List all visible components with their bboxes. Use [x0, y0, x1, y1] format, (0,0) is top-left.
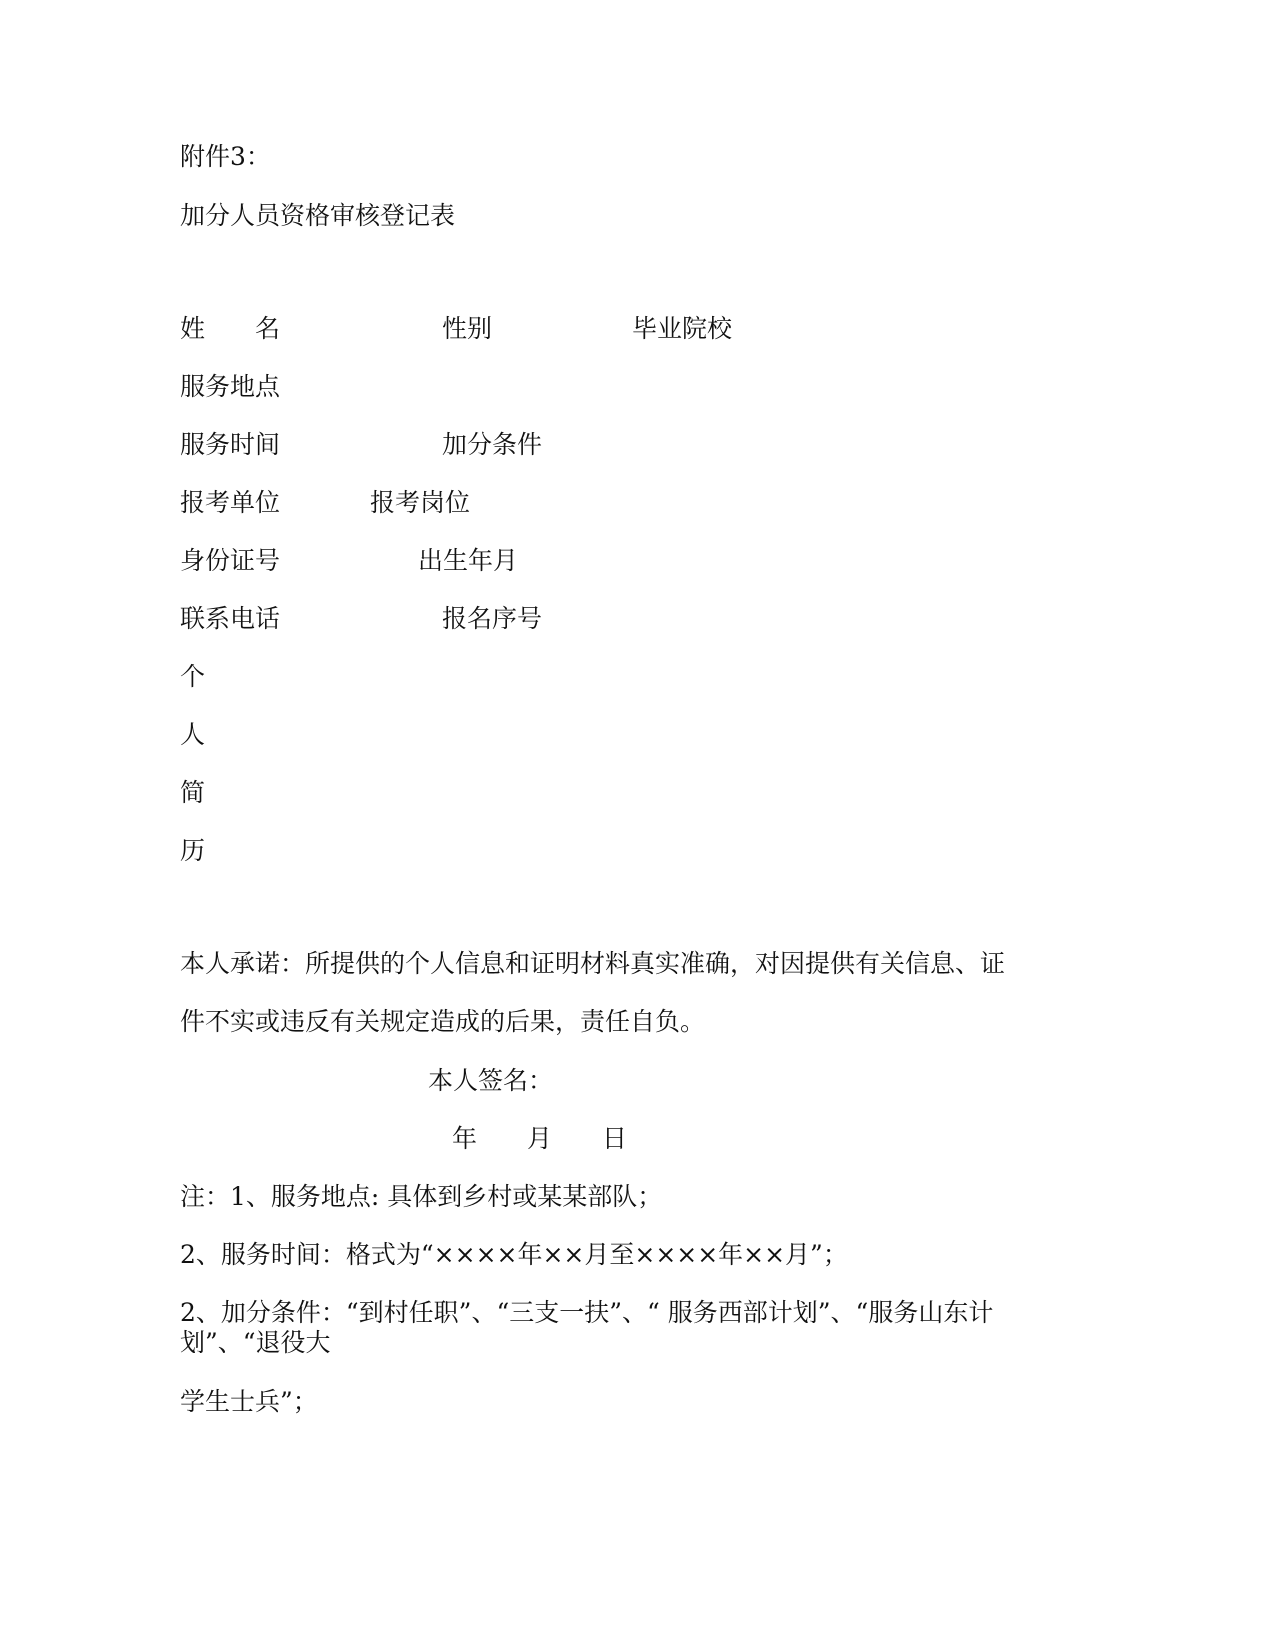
- school-label: 毕业院校: [632, 314, 733, 343]
- note-line: 2、服务时间：格式为“××××年××月至××××年××月”；: [180, 1240, 848, 1269]
- bonus-condition-label: 加分条件: [442, 430, 543, 459]
- note-line: 2、加分条件：“到村任职”、“三支一扶”、“ 服务西部计划”、“服务山东计划”、“退役大: [180, 1298, 994, 1357]
- name-label: 姓 名: [180, 314, 281, 343]
- note-line: 注：1、服务地点: 具体到乡村或某某部队；: [180, 1182, 663, 1211]
- pledge-line: 本人承诺：所提供的个人信息和证明材料真实准确，对因提供有关信息、证: [180, 949, 1006, 978]
- service-time-label: 服务时间: [180, 430, 281, 459]
- reg-number-label: 报名序号: [442, 604, 543, 633]
- resume-char: 人: [180, 720, 206, 749]
- resume-char: 历: [180, 836, 206, 865]
- id-number-label: 身份证号: [180, 546, 281, 575]
- phone-label: 联系电话: [180, 604, 281, 633]
- resume-char: 个: [180, 662, 206, 691]
- note-line: 学生士兵”；: [180, 1387, 318, 1416]
- resume-char: 简: [180, 778, 206, 807]
- signature-label: 本人签名：: [428, 1066, 554, 1095]
- apply-unit-label: 报考单位: [180, 488, 281, 517]
- document-title: 加分人员资格审核登记表: [180, 201, 456, 230]
- service-location-label: 服务地点: [180, 372, 281, 401]
- attachment-label: 附件3：: [180, 142, 271, 171]
- gender-label: 性别: [442, 314, 493, 343]
- pledge-line: 件不实或违反有关规定造成的后果，责任自负。: [180, 1007, 706, 1036]
- date-label: 年 月 日: [452, 1124, 628, 1153]
- apply-position-label: 报考岗位: [370, 488, 471, 517]
- birth-label: 出生年月: [418, 546, 519, 575]
